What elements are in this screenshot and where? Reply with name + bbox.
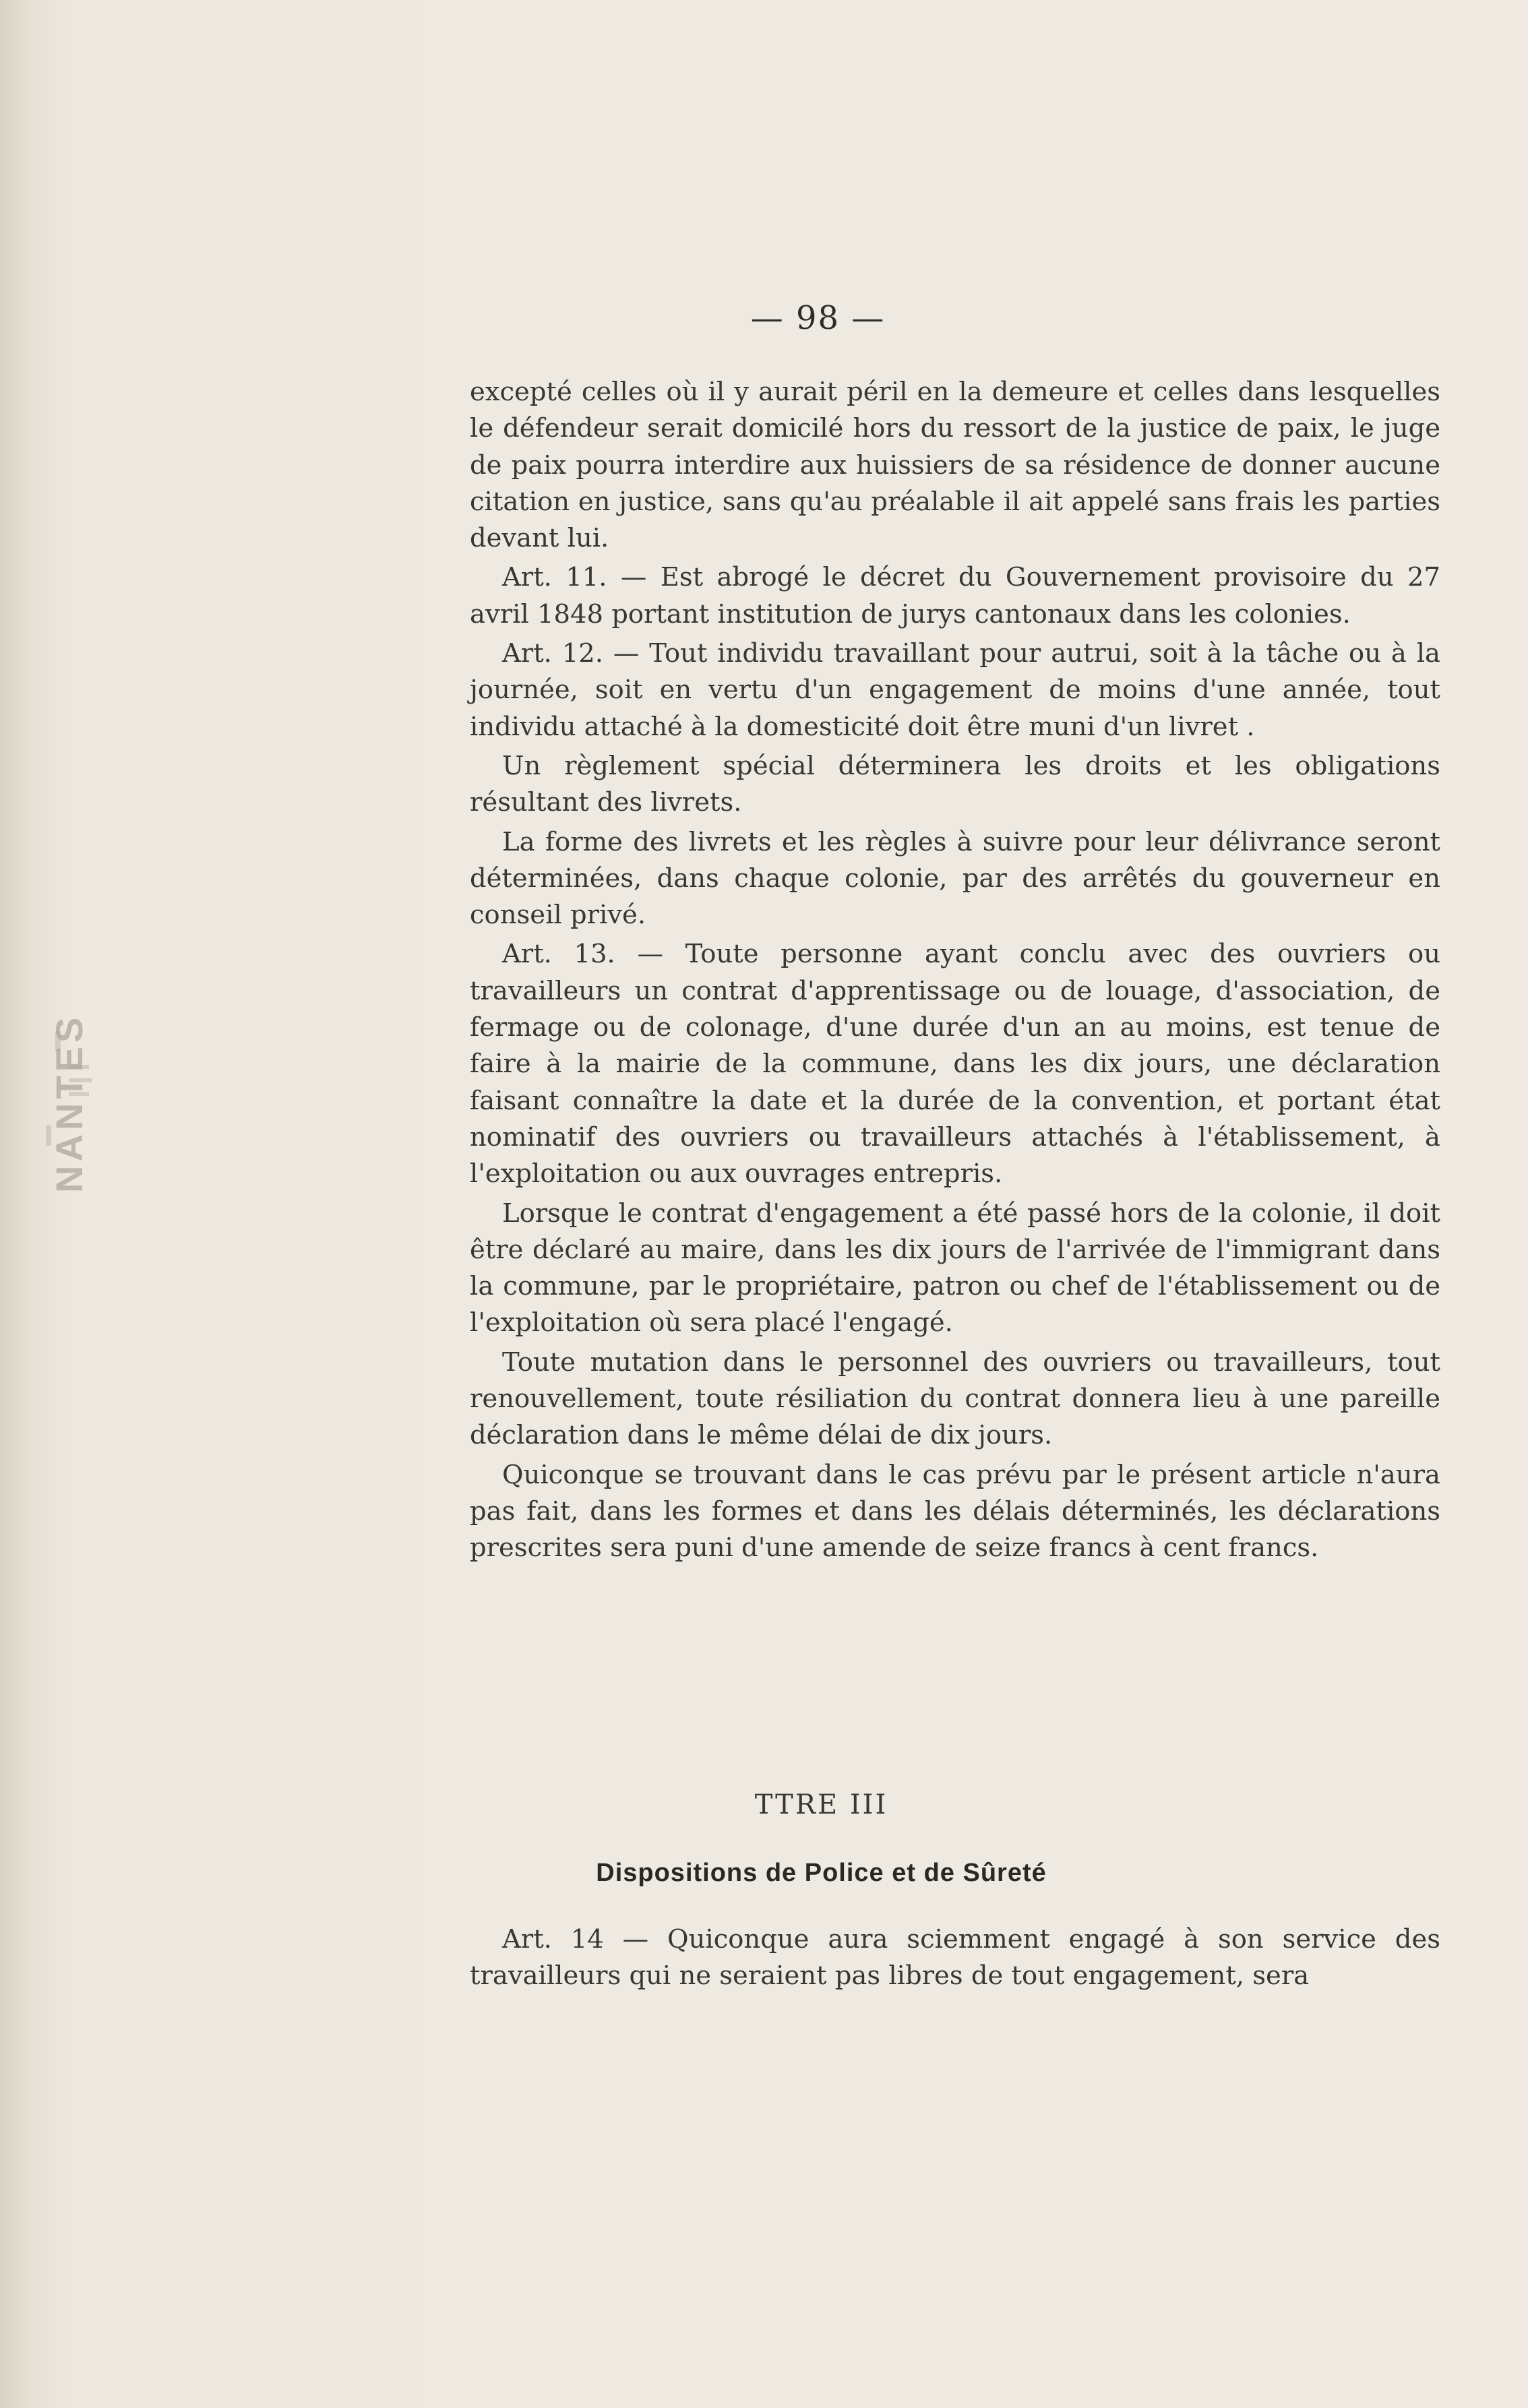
paragraph-art-11: Art. 11. — Est abrogé le décret du Gouvernement provisoire du 27 avril 1848 portant institution de jurys cantonaux dans les colonies.	[470, 562, 1440, 629]
page-number: — 98 —	[750, 299, 886, 337]
paragraph: excepté celles où il y aurait péril en la demeure et celles dans lesquelles le défendeur serait domicilé hors du ressort de la justice de paix, le juge de paix pourra interdire aux huissiers de sa résidence de donner aucune citation en justice, sans qu'au préalable il ait appelé sans frais les parties devant lui.	[470, 377, 1440, 554]
paragraph-art-12: Art. 12. — Tout individu travaillant pour autrui, soit à la tâche ou à la journée, soit en vertu d'un engagement de moins d'une année, tout individu attaché à la domesticité doit être muni d'un livret .	[470, 638, 1440, 742]
paragraph: Toute mutation dans le personnel des ouvriers ou travailleurs, tout renouvellement, toute résiliation du contrat donnera lieu à une pareille déclaration dans le même délai de dix jours.	[470, 1347, 1440, 1451]
section-title: TTRE III	[754, 1789, 888, 1820]
library-stamp-text: NANTES	[48, 1013, 90, 1193]
paragraph: La forme des livrets et les règles à suivre pour leur délivrance seront déterminées, dans chaque colonie, par des arrêtés du gouverneur en conseil privé.	[470, 826, 1440, 931]
paragraph-art-14: Art. 14 — Quiconque aura sciemment engagé à son service des travailleurs qui ne seraient pas libres de tout engagement, sera	[470, 1924, 1440, 1992]
body-text-continued	[470, 1921, 1440, 1995]
body-text	[470, 374, 1440, 1570]
paragraph: Quiconque se trouvant dans le cas prévu par le présent article n'aura pas fait, dans les formes et dans les délais déterminés, les déclarations prescrites sera puni d'une amende de seize francs à cent francs.	[470, 1459, 1440, 1564]
paragraph: Lorsque le contrat d'engagement a été passé hors de la colonie, il doit être déclaré au maire, dans les dix jours de l'arrivée de l'immigrant dans la commune, par le propriétaire, patron ou chef de l'établissement ou de l'exploitation où sera placé l'engagé.	[470, 1198, 1440, 1338]
paragraph: Un règlement spécial déterminera les droits et les obligations résultant des livrets.	[470, 750, 1440, 818]
paragraph-art-13: Art. 13. — Toute personne ayant conclu avec des ouvriers ou travailleurs un contrat d'apprentissage ou de louage, d'association, de fermage ou de colonage, d'une durée d'un an au moins, est tenue de faire à la mairie de la commune, dans les dix jours, une déclaration faisant connaître la date et la durée de la convention, et portant état nominatif des ouvriers ou travailleurs attachés à l'établissement, à l'exploitation ou aux ouvrages entrepris.	[470, 939, 1440, 1190]
section-subtitle: Dispositions de Police et de Sûreté	[596, 1859, 1047, 1887]
